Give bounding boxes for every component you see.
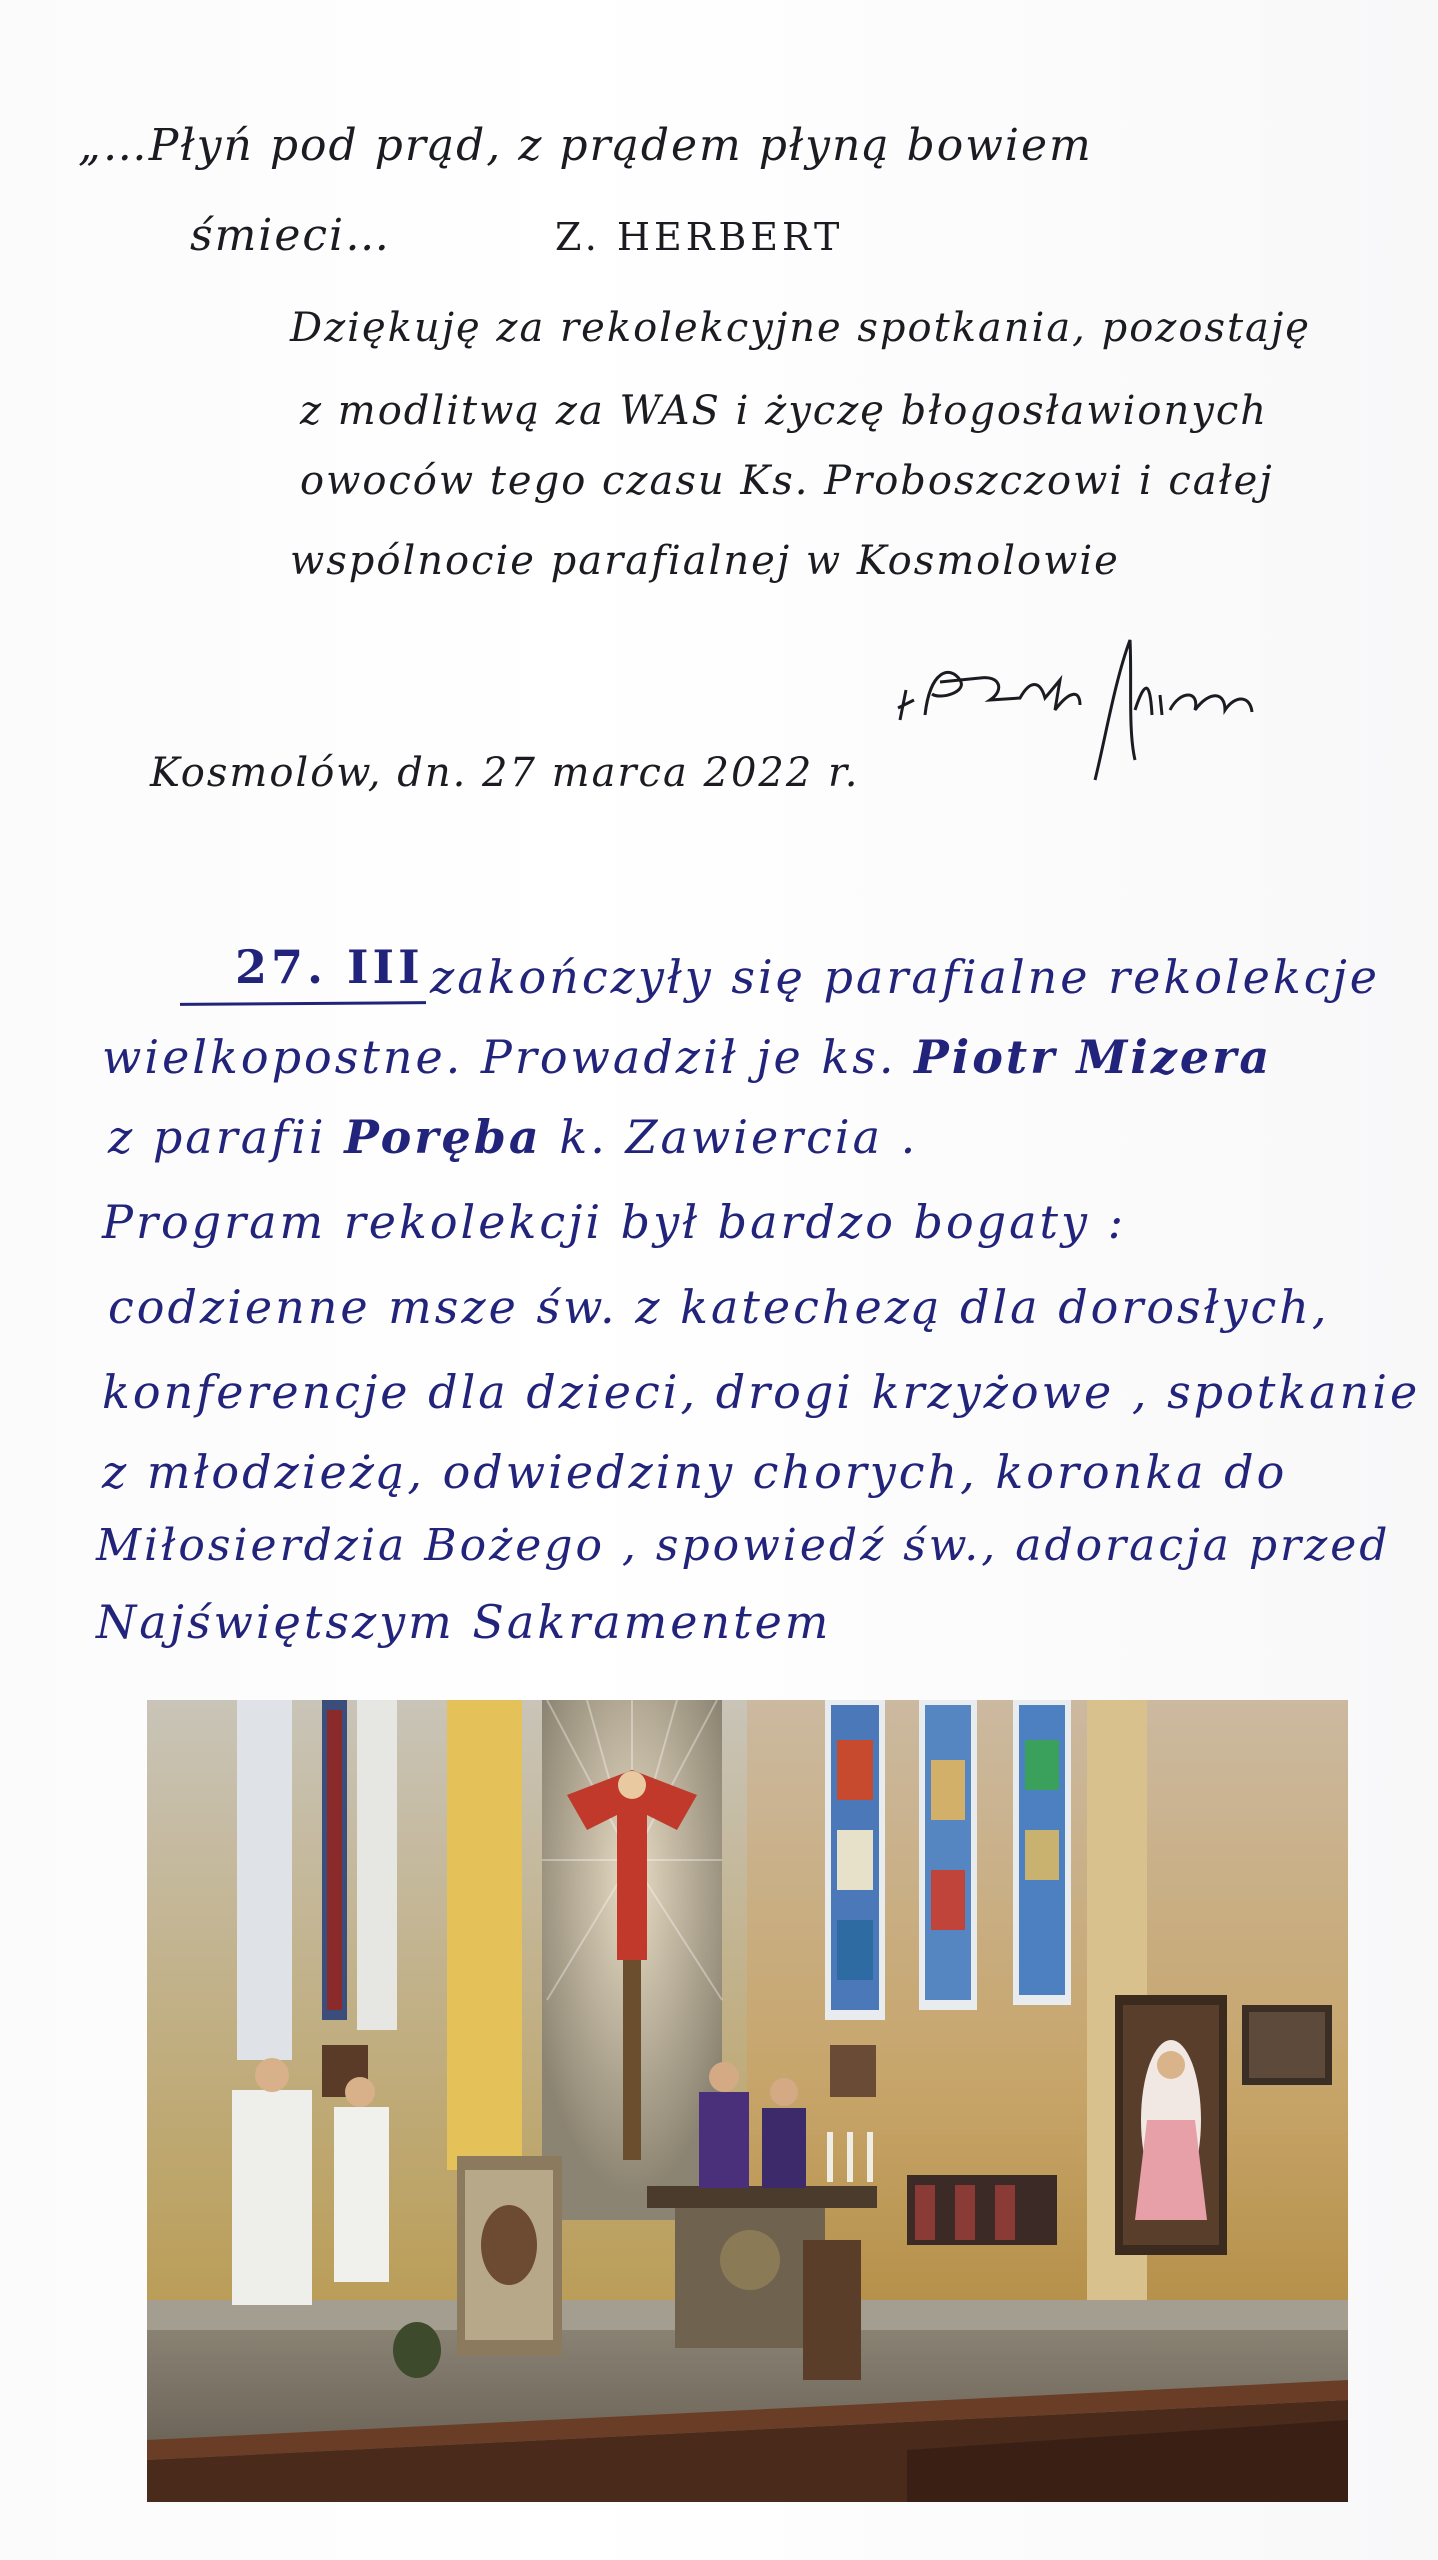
quote-author: Z. HERBERT <box>555 215 844 259</box>
chronicle-line-3-rest: k. Zawiercia . <box>559 1110 919 1164</box>
place-date: Kosmolów, dn. 27 marca 2022 r. <box>150 750 860 796</box>
chronicle-line-9: Najświętszym Sakramentem <box>96 1595 832 1649</box>
note-line-1: Dziękuję za rekolekcyjne spotkania, pozostaję <box>290 305 1311 351</box>
priest-name: Piotr Mizera <box>914 1030 1273 1084</box>
chronicle-line-3-text: z parafii <box>108 1110 327 1164</box>
note-line-2: z modlitwą za WAS i życzę błogosławionych <box>300 388 1268 434</box>
signature <box>880 620 1320 790</box>
chronicle-line-7: z młodzieżą, odwiedziny chorych, koronka do <box>102 1445 1288 1499</box>
parish-place: Poręba <box>344 1110 542 1164</box>
quote-line-2: śmieci… <box>190 210 392 261</box>
chronicle-line-6: konferencje dla dzieci, drogi krzyżowe , spotkanie <box>102 1365 1421 1419</box>
chronicle-line-2 <box>102 1030 1272 1084</box>
chronicle-line-8: Miłosierdzia Bożego , spowiedź św., adoracja przed <box>96 1520 1391 1571</box>
chronicle-date: 27. III <box>235 940 424 994</box>
chronicle-line-2-text: wielkopostne. Prowadził je ks. <box>102 1030 897 1084</box>
note-line-3: owoców tego czasu Ks. Proboszczowi i całej <box>300 458 1274 504</box>
chronicle-line-5: codzienne msze św. z katechezą dla dorosłych, <box>108 1280 1330 1334</box>
chronicle-line-4: Program rekolekcji był bardzo bogaty : <box>102 1195 1127 1249</box>
quote-line-1: „…Płyń pod prąd, z prądem płyną bowiem <box>78 120 1093 171</box>
chronicle-line-1: zakończyły się parafialne rekolekcje <box>430 950 1380 1004</box>
note-line-4: wspólnocie parafialnej w Kosmolowie <box>290 538 1120 584</box>
church-altar-photo <box>147 1700 1348 2502</box>
chronicle-line-3 <box>108 1110 918 1164</box>
date-underline <box>180 1001 426 1006</box>
